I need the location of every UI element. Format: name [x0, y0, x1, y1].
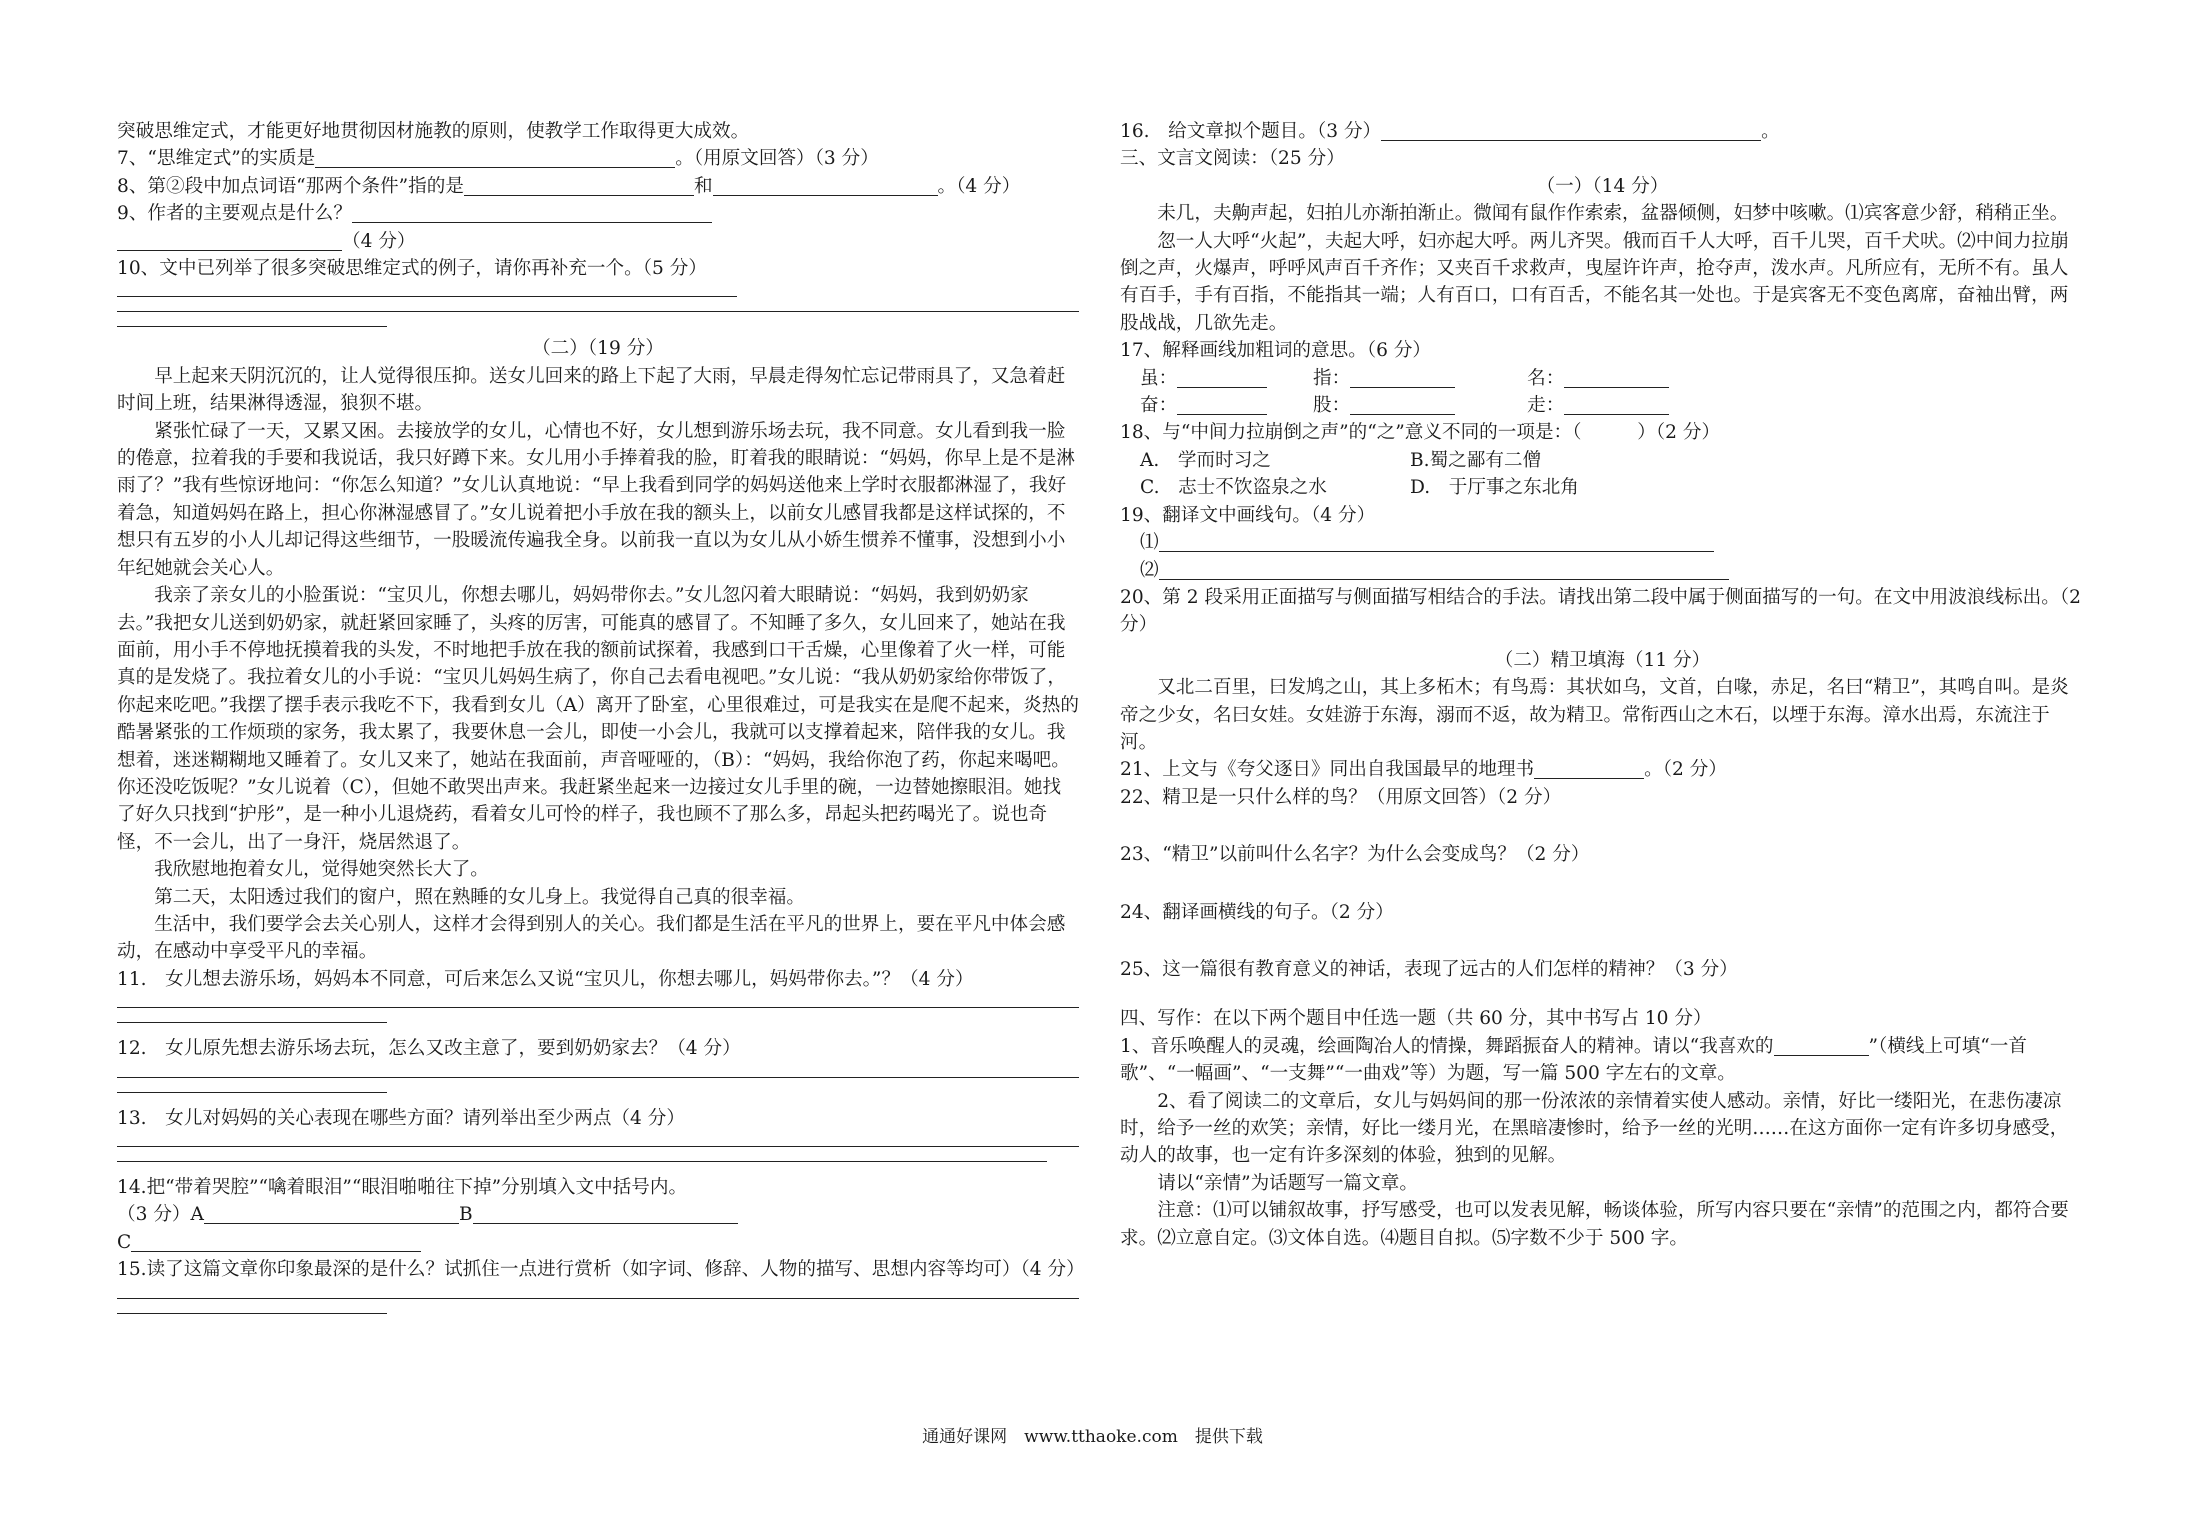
- question-7: [117, 145, 1079, 172]
- answer-blank-17a[interactable]: [1177, 369, 1267, 388]
- question-8-score: 。（4 分）: [937, 175, 1021, 197]
- page-footer: 通通好课网 www.tthaoke.com 提供下载: [922, 1427, 1263, 1447]
- option-18a[interactable]: A. 学而时习之: [1140, 449, 1271, 471]
- question-10: 10、文中已列举了很多突破思维定式的例子，请你再补充一个。（5 分）: [117, 258, 707, 280]
- answer-blank-19b[interactable]: [1159, 561, 1729, 580]
- answer-blank-17e[interactable]: [1350, 396, 1455, 415]
- answer-line-11b[interactable]: [117, 1022, 387, 1023]
- question-22: 22、精卫是一只什么样的鸟？（用原文回答）（2 分）: [1120, 786, 1562, 808]
- section-4-heading: 四、写作：在以下两个题目中任选一题（共 60 分，其中书写占 10 分）: [1120, 1008, 1712, 1030]
- classical-2-paragraph: 又北二百里，曰发鸠之山，其上多柘木；有鸟焉：其状如乌，文首，白喙，赤足，名曰“精卫”，其鸣自叫。是炎帝之少女，名曰女娃。女娃游于东海，溺而不返，故为精卫。常衔西山之木石，以堙于东海。漳水出焉，东流注于河。: [1120, 677, 2069, 753]
- question-19: 19、翻译文中画线句。（4 分）: [1120, 504, 1376, 526]
- left-column: [117, 118, 1085, 1326]
- question-11: 11. 女儿想去游乐场，妈妈本不同意，可后来怎么又说“宝贝儿，你想去哪儿，妈妈带你去。”？（4 分）: [117, 968, 974, 990]
- question-14-label-c: C: [117, 1231, 132, 1253]
- spacer: [1120, 639, 2085, 647]
- answer-space-23[interactable]: [1120, 869, 2085, 899]
- answer-line-13a[interactable]: [117, 1146, 1079, 1147]
- answer-line-10c[interactable]: [117, 326, 387, 327]
- classical-1-heading: （一）（14 分）: [1536, 175, 1669, 197]
- question-21: [1120, 756, 2085, 783]
- question-16-text: 16. 给文章拟个题目。（3 分）: [1120, 121, 1382, 142]
- composition-2: 2、看了阅读二的文章后，女儿与妈妈间的那一份浓浓的亲情着实使人感动。亲情，好比一缕阳光，在悲伤凄凉时，给予一丝的欢笑；亲情，好比一缕月光，在黑暗凄惨时，给予一丝的光明……在这方面你一定有许多切身感受，动人的故事，也一定有许多深刻的体验，独到的见解。: [1120, 1090, 2069, 1167]
- question-15: 15.读了这篇文章你印象最深的是什么？试抓住一点进行赏析（如字词、修辞、人物的描写、思想内容等均可）（4 分）: [117, 1259, 1085, 1281]
- question-14-blanks: [117, 1201, 1079, 1228]
- q17-word-ming: 名：: [1527, 367, 1565, 389]
- option-18b[interactable]: B.蜀之鄙有二僧: [1410, 449, 1542, 471]
- question-21-score: 。（2 分）: [1644, 759, 1727, 781]
- answer-blank-8b[interactable]: [713, 177, 938, 196]
- question-25: 25、这一篇很有教育意义的神话，表现了远古的人们怎样的精神？（3 分）: [1120, 958, 1738, 980]
- answer-blank-14c[interactable]: [131, 1233, 421, 1252]
- question-9-text: 9、作者的主要观点是什么？: [117, 203, 352, 225]
- section-3-heading: 三、文言文阅读：（25 分）: [1120, 148, 1345, 170]
- passage-end-text: 突破思维定式，才能更好地贯彻因材施教的原则，使教学工作取得更大成效。: [117, 121, 750, 142]
- answer-blank-17d[interactable]: [1177, 396, 1267, 415]
- answer-space-22[interactable]: [1120, 811, 2085, 841]
- q19-label-2: ⑵: [1140, 559, 1159, 581]
- option-18c[interactable]: C. 志士不饮盗泉之水: [1140, 477, 1327, 499]
- q17-word-sui: 虽：: [1140, 367, 1178, 389]
- answer-blank-composition[interactable]: [1774, 1037, 1869, 1056]
- question-19-line-2: [1120, 557, 2085, 584]
- question-9-line2: [117, 228, 1079, 255]
- question-12: 12. 女儿原先想去游乐场去玩，怎么又改主意了，要到奶奶家去？（4 分）: [117, 1038, 741, 1060]
- answer-blank-9b[interactable]: [117, 232, 342, 251]
- question-20: 20、第 2 段采用正面描写与侧面描写相结合的手法。请找出第二段中属于侧面描写的一句。在文中用波浪线标出。（2 分）: [1120, 586, 2081, 636]
- composition-notes: 注意：⑴可以铺叙故事，抒写感受，也可以发表见解，畅谈体验，所写内容只要在“亲情”的范围之内，都符合要求。⑵立意自定。⑶文体自选。⑷题目自拟。⑸字数不少于 500 字。: [1120, 1200, 2069, 1249]
- story-paragraph-1: 早上起来天阴沉沉的，让人觉得很压抑。送女儿回来的路上下起了大雨，早晨走得匆忙忘记带雨具了，又急着赶时间上班，结果淋得透湿，狼狈不堪。: [117, 365, 1066, 415]
- answer-line-12b[interactable]: [117, 1092, 387, 1093]
- answer-blank-17c[interactable]: [1564, 369, 1669, 388]
- q17-word-zou: 走：: [1527, 395, 1565, 417]
- question-8: [117, 173, 1079, 200]
- question-23: 23、“精卫”以前叫什么名字？为什么会变成鸟？（2 分）: [1120, 844, 1590, 866]
- question-19-line-1: [1120, 529, 2085, 556]
- answer-blank-19a[interactable]: [1159, 533, 1714, 552]
- question-14-label-a: （3 分）A: [117, 1204, 204, 1226]
- answer-line-15b[interactable]: [117, 1313, 387, 1314]
- answer-line-12a[interactable]: [117, 1077, 1079, 1078]
- question-18: 18、与“中间力拉崩倒之声”的“之”意义不同的一项是：（ ）（2 分）: [1120, 422, 1721, 444]
- answer-line-13b[interactable]: [117, 1161, 1047, 1162]
- q17-word-fen: 奋：: [1140, 395, 1178, 417]
- question-16-end: 。: [1761, 121, 1780, 142]
- answer-line-10b[interactable]: [117, 311, 1079, 312]
- question-17-row-1: [1120, 365, 2085, 392]
- answer-space-25[interactable]: [1120, 983, 2085, 1005]
- classical-1-paragraph-2: 忽一人大呼“火起”，夫起大呼，妇亦起大呼。两儿齐哭。俄而百千人大呼，百千儿哭，百千犬吠。⑵中间力拉崩倒之声，火爆声，呼呼风声百千齐作；又夹百千求救声，曳屋许许声，抢夺声，泼水声。凡所应有，无所不有。虽人有百手，手有百指，不能指其一端；人有百口，口有百舌，不能名其一处也。于是宾客无不变色离席，奋袖出臂，两股战战，几欲先走。: [1120, 230, 2069, 334]
- section-2-heading: （二）（19 分）: [532, 338, 664, 360]
- question-14-blank-c: [117, 1229, 1079, 1256]
- story-paragraph-6: 生活中，我们要学会去关心别人，这样才会得到别人的关心。我们都是生活在平凡的世界上，要在平凡中体会感动，在感动中享受平凡的幸福。: [117, 913, 1066, 963]
- q17-word-gu: 股：: [1313, 395, 1351, 417]
- composition-1: [1120, 1033, 2085, 1088]
- answer-blank-21[interactable]: [1534, 760, 1644, 779]
- composition-1-text-cont: ”（横线上可填“一首歌”、“一幅画”、“一支舞”“一曲戏”等）为题，写一篇 500 字左右的文章。: [1120, 1035, 2027, 1085]
- story-paragraph-2: 紧张忙碌了一天，又累又困。去接放学的女儿，心情也不好，女儿想到游乐场去玩，我不同意。女儿看到我一脸的倦意，拉着我的手要和我说话，我只好蹲下来。女儿用小手捧着我的脸，盯着我的眼睛说：“妈妈，你早上是不是淋雨了？”我有些惊讶地问：“你怎么知道？”女儿认真地说：“早上我看到同学的妈妈送他来上学时衣服都淋湿了，我好着急，知道妈妈在路上，担心你淋湿感冒了。”女儿说着把小手放在我的额头上，以前女儿感冒我都是这样试探的，不想只有五岁的小人儿却记得这些细节，一股暖流传遍我全身。以前我一直以为女儿从小娇生惯养不懂事，没想到小小年纪她就会关心人。: [117, 420, 1075, 579]
- q17-word-zhi: 指：: [1313, 367, 1351, 389]
- question-14-label-b: B: [458, 1204, 473, 1226]
- question-7-score: 。（用原文回答）（3 分）: [675, 148, 879, 170]
- question-21-text: 21、上文与《夸父逐日》同出自我国最早的地理书: [1120, 759, 1535, 781]
- answer-line-15a[interactable]: [117, 1298, 1079, 1299]
- question-18-options-ab: [1120, 447, 2085, 474]
- right-column: [1120, 118, 2085, 1252]
- answer-blank-14a[interactable]: [204, 1205, 459, 1224]
- question-17: 17、解释画线加粗词的意思。（6 分）: [1120, 340, 1432, 362]
- question-7-text: 7、“思维定式”的实质是: [117, 148, 316, 170]
- answer-blank-9[interactable]: [352, 204, 712, 223]
- answer-blank-7[interactable]: [315, 149, 675, 168]
- question-24: 24、翻译画横线的句子。（2 分）: [1120, 901, 1394, 923]
- answer-blank-14b[interactable]: [473, 1205, 738, 1224]
- answer-line-11a[interactable]: [117, 1007, 1079, 1008]
- question-18-options-cd: [1120, 474, 2085, 501]
- question-8-and: 和: [693, 175, 713, 197]
- option-18d[interactable]: D. 于厅事之东北角: [1410, 477, 1579, 499]
- question-9-score: （4 分）: [342, 230, 416, 252]
- question-9: [117, 200, 1079, 227]
- composition-2-topic: 请以“亲情”为话题写一篇文章。: [1157, 1172, 1418, 1194]
- story-paragraph-4: 我欣慰地抱着女儿，觉得她突然长大了。: [154, 859, 489, 881]
- answer-blank-8a[interactable]: [464, 177, 694, 196]
- story-paragraph-5: 第二天，太阳透过我们的窗户，照在熟睡的女儿身上。我觉得自己真的很幸福。: [154, 886, 805, 908]
- question-13: 13. 女儿对妈妈的关心表现在哪些方面？请列举出至少两点（4 分）: [117, 1107, 685, 1129]
- classical-1-paragraph-1: 未几，夫齁声起，妇拍儿亦渐拍渐止。微闻有鼠作作索索，盆器倾侧，妇梦中咳嗽。⑴宾客意少舒，稍稍正坐。: [1157, 203, 2069, 225]
- answer-blank-17f[interactable]: [1564, 396, 1669, 415]
- question-8-text: 8、第②段中加点词语“那两个条件”指的是: [117, 175, 464, 197]
- classical-2-heading: （二）精卫填海（11 分）: [1494, 649, 1711, 671]
- question-16: [1120, 118, 2085, 145]
- q19-label-1: ⑴: [1140, 532, 1159, 554]
- answer-blank-16[interactable]: [1381, 122, 1761, 141]
- question-14: 14.把“带着哭腔”“噙着眼泪”“眼泪啪啪往下掉”分别填入文中括号内。: [117, 1177, 688, 1198]
- composition-1-text: 1、音乐唤醒人的灵魂，绘画陶冶人的情操，舞蹈振奋人的精神。请以“我喜欢的: [1120, 1035, 1774, 1057]
- answer-line-10a[interactable]: [117, 296, 737, 297]
- answer-space-24[interactable]: [1120, 926, 2085, 956]
- question-17-row-2: [1120, 392, 2085, 419]
- answer-blank-17b[interactable]: [1350, 369, 1455, 388]
- story-paragraph-3: 我亲了亲女儿的小脸蛋说：“宝贝儿，你想去哪儿，妈妈带你去。”女儿忽闪着大眼睛说：“妈妈，我到奶奶家去。”我把女儿送到奶奶家，就赶紧回家睡了，头疼的厉害，可能真的感冒了。不知睡了多久，女儿回来了，她站在我面前，用小手不停地抚摸着我的头发，不时地把手放在我的额前试探着，我感到口干舌燥，心里像着了火一样，可能真的是发烧了。我拉着女儿的小手说：“宝贝儿妈妈生病了，你自己去看电视吧。”女儿说：“我从奶奶家给你带饭了，你起来吃吧。”我摆了摆手表示我吃不下，我看到女儿（A）离开了卧室，心里很难过，可是我实在是爬不起来，炎热的酷暑紧张的工作烦琐的家务，我太累了，我要休息一会儿，即使一小会儿，我就可以支撑着起来，陪伴我的女儿。我想着，迷迷糊糊地又睡着了。女儿又来了，她站在我面前，声音哑哑的，（B）：“妈妈，我给你泡了药，你起来喝吧。你还没吃饭呢？”女儿说着（C），但她不敢哭出声来。我赶紧坐起来一边接过女儿手里的碗，一边替她擦眼泪。她找了好久只找到“护彤”，是一种小儿退烧药，看着女儿可怜的样子，我也顾不了那么多，昂起头把药喝光了。说也奇怪，不一会儿，出了一身汗，烧居然退了。: [117, 585, 1079, 853]
